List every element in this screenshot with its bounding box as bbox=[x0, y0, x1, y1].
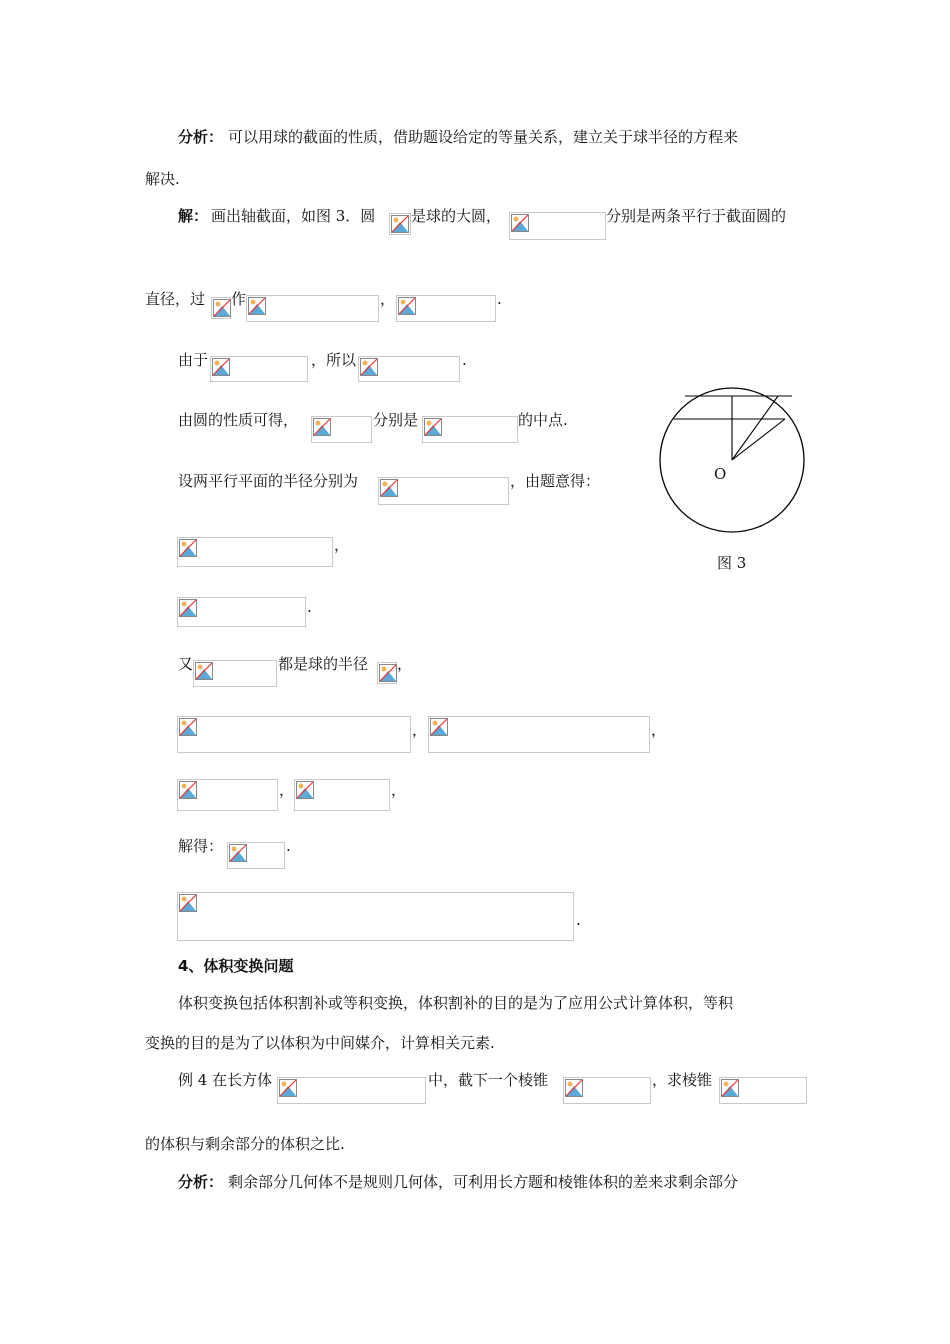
solution-text: 都是球的半径 bbox=[278, 655, 369, 673]
solution-text: ， bbox=[412, 721, 428, 739]
example-text: 例 4 在长方体 bbox=[178, 1071, 273, 1089]
broken-image-icon bbox=[179, 718, 197, 736]
broken-image-icon bbox=[179, 599, 197, 617]
formula-image bbox=[177, 892, 574, 941]
radius-2 bbox=[732, 419, 785, 460]
figure-3-diagram bbox=[650, 380, 815, 540]
analysis-label: 分析： bbox=[178, 128, 224, 146]
formula-image bbox=[193, 660, 277, 687]
broken-image-icon bbox=[213, 299, 231, 317]
solution-text: ， bbox=[334, 536, 350, 554]
formula-image bbox=[294, 779, 390, 811]
solution-text: . bbox=[286, 837, 291, 855]
broken-image-icon bbox=[313, 418, 331, 436]
broken-image-icon bbox=[391, 215, 409, 233]
broken-image-icon bbox=[279, 1079, 297, 1097]
solution-text: ，由题意得： bbox=[510, 472, 601, 490]
formula-image bbox=[563, 1077, 651, 1104]
solution-text: . bbox=[307, 598, 312, 616]
solution-text: ， bbox=[397, 655, 413, 673]
formula-image bbox=[378, 477, 509, 505]
formula-image bbox=[422, 416, 518, 443]
section-text-line2: 变换的目的是为了以体积为中间媒介，计算相关元素. bbox=[145, 1034, 495, 1052]
solution-text: 作 bbox=[231, 290, 247, 308]
analysis-label: 分析： bbox=[178, 1173, 224, 1191]
formula-image bbox=[177, 537, 333, 567]
formula-image bbox=[227, 842, 285, 869]
example-text: ，求棱锥 bbox=[652, 1071, 713, 1089]
analysis-text-line2: 解决. bbox=[145, 170, 180, 188]
analysis-text-line1: 剩余部分几何体不是规则几何体，可利用长方题和棱锥体积的差来求剩余部分 bbox=[228, 1173, 739, 1191]
figure-caption: 图 3 bbox=[717, 554, 747, 572]
solution-text: 由圆的性质可得， bbox=[178, 411, 299, 429]
solution-text: ， bbox=[651, 721, 667, 739]
broken-image-icon bbox=[248, 297, 266, 315]
formula-image bbox=[177, 716, 411, 753]
solution-text: ， bbox=[380, 290, 396, 308]
solution-text: . bbox=[576, 911, 581, 929]
solution-text: ， bbox=[279, 781, 295, 799]
solution-text: 设两平行平面的半径分别为 bbox=[178, 472, 359, 490]
solution-text: 分别是 bbox=[373, 411, 419, 429]
solution-text: 的中点. bbox=[518, 411, 568, 429]
analysis-text-line1: 可以用球的截面的性质，借助题设给定的等量关系，建立关于球半径的方程来 bbox=[228, 128, 739, 146]
formula-image bbox=[177, 597, 306, 627]
center-label: O bbox=[714, 465, 727, 483]
solution-text: . bbox=[462, 351, 467, 369]
formula-image bbox=[358, 356, 460, 382]
broken-image-icon bbox=[179, 539, 197, 557]
broken-image-icon bbox=[424, 418, 442, 436]
broken-image-icon bbox=[430, 718, 448, 736]
solution-text: 由于 bbox=[178, 351, 209, 369]
broken-image-icon bbox=[380, 479, 398, 497]
formula-image bbox=[246, 295, 379, 322]
broken-image-icon bbox=[212, 358, 230, 376]
example-text: 的体积与剩余部分的体积之比. bbox=[145, 1135, 345, 1153]
formula-image bbox=[211, 297, 231, 319]
radius-1 bbox=[732, 396, 778, 460]
formula-image bbox=[396, 295, 496, 322]
broken-image-icon bbox=[360, 358, 378, 376]
formula-image bbox=[377, 662, 397, 684]
broken-image-icon bbox=[179, 894, 197, 912]
formula-image bbox=[389, 213, 411, 235]
section-heading: 4、体积变换问题 bbox=[178, 957, 294, 975]
broken-image-icon bbox=[379, 664, 397, 682]
solution-text: 是球的大圆， bbox=[411, 207, 502, 225]
solution-text: 画出轴截面，如图 3．圆 bbox=[211, 207, 376, 225]
formula-image bbox=[719, 1077, 807, 1104]
solution-text: ， bbox=[391, 781, 407, 799]
solution-text: 又 bbox=[178, 655, 194, 673]
broken-image-icon bbox=[511, 214, 529, 232]
solution-text: . bbox=[497, 290, 502, 308]
broken-image-icon bbox=[195, 662, 213, 680]
broken-image-icon bbox=[229, 844, 247, 862]
solution-text: 解得： bbox=[178, 837, 224, 855]
example-text: 中，截下一个棱锥 bbox=[428, 1071, 549, 1089]
solution-text: ，所以 bbox=[311, 351, 357, 369]
broken-image-icon bbox=[179, 781, 197, 799]
broken-image-icon bbox=[721, 1079, 739, 1097]
formula-image bbox=[277, 1077, 426, 1104]
solution-text: 分别是两条平行于截面圆的 bbox=[606, 207, 787, 225]
solution-label: 解： bbox=[178, 207, 209, 225]
formula-image bbox=[210, 356, 308, 382]
formula-image bbox=[509, 212, 606, 240]
solution-text: 直径，过 bbox=[145, 290, 206, 308]
section-text-line1: 体积变换包括体积割补或等积变换，体积割补的目的是为了应用公式计算体积，等积 bbox=[178, 994, 734, 1012]
broken-image-icon bbox=[296, 781, 314, 799]
broken-image-icon bbox=[565, 1079, 583, 1097]
broken-image-icon bbox=[398, 297, 416, 315]
formula-image bbox=[311, 416, 372, 443]
formula-image bbox=[177, 779, 278, 811]
formula-image bbox=[428, 716, 650, 753]
